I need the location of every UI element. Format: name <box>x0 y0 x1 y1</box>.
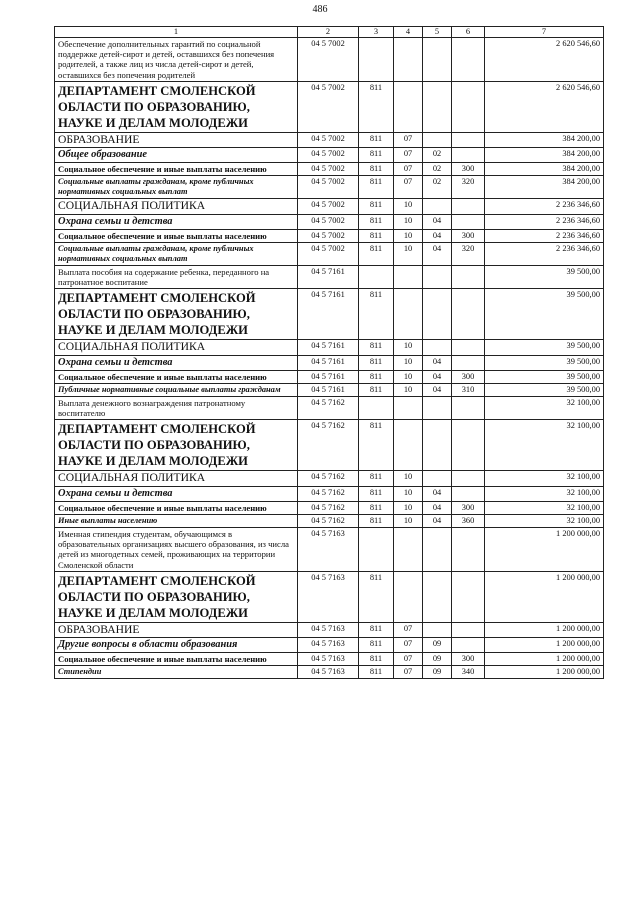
table-row <box>55 81 604 132</box>
subsection-code-cell: 04 <box>423 502 452 515</box>
subsection-code-cell: 02 <box>423 148 452 163</box>
department-code-cell <box>359 38 394 82</box>
amount-cell: 39 500,00 <box>485 266 604 289</box>
department-code-cell <box>359 266 394 289</box>
table-row <box>55 215 604 230</box>
table-row <box>55 471 604 487</box>
table-row <box>55 571 604 622</box>
header-cell: 6 <box>452 27 485 38</box>
section-code-cell <box>394 289 423 340</box>
expense-type-cell <box>452 199 485 215</box>
section-code-cell: 07 <box>394 666 423 679</box>
amount-cell: 32 100,00 <box>485 471 604 487</box>
section-code-cell: 10 <box>394 356 423 371</box>
target-code-cell: 04 5 7002 <box>298 215 359 230</box>
target-code-cell: 04 5 7002 <box>298 176 359 199</box>
target-code-cell: 04 5 7162 <box>298 502 359 515</box>
expense-type-cell: 300 <box>452 230 485 243</box>
table-row <box>55 289 604 340</box>
amount-cell: 1 200 000,00 <box>485 528 604 572</box>
row-name-cell: ДЕПАРТАМЕНТ СМОЛЕНСКОЙ ОБЛАСТИ ПО ОБРАЗОВАНИЮ, НАУКЕ И ДЕЛАМ МОЛОДЕЖИ <box>55 289 298 340</box>
department-code-cell: 811 <box>359 666 394 679</box>
section-code-cell: 07 <box>394 176 423 199</box>
subsection-code-cell: 04 <box>423 515 452 528</box>
row-name-cell: Охрана семьи и детства <box>55 487 298 502</box>
target-code-cell: 04 5 7161 <box>298 340 359 356</box>
section-code-cell <box>394 38 423 82</box>
expense-type-cell: 300 <box>452 163 485 176</box>
subsection-code-cell: 04 <box>423 230 452 243</box>
department-code-cell: 811 <box>359 132 394 148</box>
row-name-cell: Публичные нормативные социальные выплаты гражданам <box>55 384 298 397</box>
amount-cell: 39 500,00 <box>485 340 604 356</box>
department-code-cell: 811 <box>359 515 394 528</box>
target-code-cell: 04 5 7163 <box>298 653 359 666</box>
subsection-code-cell <box>423 38 452 82</box>
department-code-cell: 811 <box>359 371 394 384</box>
row-name-cell: Социальные выплаты гражданам, кроме публичных нормативных социальных выплат <box>55 243 298 266</box>
table-row <box>55 132 604 148</box>
amount-cell: 2 236 346,60 <box>485 215 604 230</box>
target-code-cell: 04 5 7163 <box>298 571 359 622</box>
expense-type-cell <box>452 622 485 638</box>
expense-type-cell <box>452 148 485 163</box>
row-name-cell: Социальное обеспечение и иные выплаты населению <box>55 502 298 515</box>
subsection-code-cell: 02 <box>423 176 452 199</box>
amount-cell: 2 236 346,60 <box>485 243 604 266</box>
amount-cell: 1 200 000,00 <box>485 638 604 653</box>
amount-cell: 1 200 000,00 <box>485 622 604 638</box>
section-code-cell: 10 <box>394 384 423 397</box>
row-name-cell: ОБРАЗОВАНИЕ <box>55 622 298 638</box>
expense-type-cell: 320 <box>452 176 485 199</box>
row-name-cell: ДЕПАРТАМЕНТ СМОЛЕНСКОЙ ОБЛАСТИ ПО ОБРАЗОВАНИЮ, НАУКЕ И ДЕЛАМ МОЛОДЕЖИ <box>55 420 298 471</box>
row-name-cell: Выплата денежного вознаграждения патронатному воспитателю <box>55 397 298 420</box>
table-row <box>55 38 604 82</box>
row-name-cell: Охрана семьи и детства <box>55 215 298 230</box>
section-code-cell <box>394 420 423 471</box>
expense-type-cell <box>452 487 485 502</box>
row-name-cell: Именная стипендия студентам, обучающимся в образовательных организациях высшего образования, из числа детей из многодетных семей, проживающих на территории Смоленской области <box>55 528 298 572</box>
expense-type-cell: 310 <box>452 384 485 397</box>
subsection-code-cell <box>423 289 452 340</box>
target-code-cell: 04 5 7002 <box>298 132 359 148</box>
table-row <box>55 622 604 638</box>
table-row <box>55 638 604 653</box>
section-code-cell <box>394 528 423 572</box>
amount-cell: 32 100,00 <box>485 515 604 528</box>
amount-cell: 2 620 546,60 <box>485 38 604 82</box>
amount-cell: 1 200 000,00 <box>485 666 604 679</box>
expense-type-cell: 300 <box>452 371 485 384</box>
row-name-cell: ДЕПАРТАМЕНТ СМОЛЕНСКОЙ ОБЛАСТИ ПО ОБРАЗОВАНИЮ, НАУКЕ И ДЕЛАМ МОЛОДЕЖИ <box>55 571 298 622</box>
subsection-code-cell: 09 <box>423 653 452 666</box>
amount-cell: 1 200 000,00 <box>485 653 604 666</box>
department-code-cell: 811 <box>359 384 394 397</box>
table-row <box>55 487 604 502</box>
table-row <box>55 371 604 384</box>
subsection-code-cell <box>423 132 452 148</box>
table-row <box>55 163 604 176</box>
subsection-code-cell: 04 <box>423 371 452 384</box>
amount-cell: 384 200,00 <box>485 132 604 148</box>
amount-cell: 2 620 546,60 <box>485 81 604 132</box>
department-code-cell: 811 <box>359 215 394 230</box>
amount-cell: 384 200,00 <box>485 176 604 199</box>
subsection-code-cell <box>423 81 452 132</box>
target-code-cell: 04 5 7002 <box>298 199 359 215</box>
amount-cell: 1 200 000,00 <box>485 571 604 622</box>
section-code-cell: 10 <box>394 371 423 384</box>
row-name-cell: Социальное обеспечение и иные выплаты населению <box>55 163 298 176</box>
department-code-cell: 811 <box>359 81 394 132</box>
department-code-cell: 811 <box>359 176 394 199</box>
target-code-cell: 04 5 7162 <box>298 471 359 487</box>
header-cell: 1 <box>55 27 298 38</box>
header-cell: 7 <box>485 27 604 38</box>
row-name-cell: Другие вопросы в области образования <box>55 638 298 653</box>
expense-type-cell <box>452 81 485 132</box>
amount-cell: 384 200,00 <box>485 163 604 176</box>
section-code-cell <box>394 571 423 622</box>
expense-type-cell <box>452 571 485 622</box>
table-row <box>55 148 604 163</box>
subsection-code-cell: 02 <box>423 163 452 176</box>
section-code-cell: 10 <box>394 515 423 528</box>
target-code-cell: 04 5 7161 <box>298 371 359 384</box>
expense-type-cell <box>452 638 485 653</box>
amount-cell: 39 500,00 <box>485 356 604 371</box>
row-name-cell: ОБРАЗОВАНИЕ <box>55 132 298 148</box>
header-cell: 2 <box>298 27 359 38</box>
expense-type-cell <box>452 528 485 572</box>
target-code-cell: 04 5 7002 <box>298 148 359 163</box>
department-code-cell: 811 <box>359 502 394 515</box>
row-name-cell: Социальное обеспечение и иные выплаты населению <box>55 371 298 384</box>
amount-cell: 39 500,00 <box>485 384 604 397</box>
target-code-cell: 04 5 7163 <box>298 666 359 679</box>
subsection-code-cell: 04 <box>423 356 452 371</box>
section-code-cell: 10 <box>394 230 423 243</box>
table-row <box>55 528 604 572</box>
table-row <box>55 502 604 515</box>
row-name-cell: ДЕПАРТАМЕНТ СМОЛЕНСКОЙ ОБЛАСТИ ПО ОБРАЗОВАНИЮ, НАУКЕ И ДЕЛАМ МОЛОДЕЖИ <box>55 81 298 132</box>
expense-type-cell: 320 <box>452 243 485 266</box>
section-code-cell <box>394 397 423 420</box>
target-code-cell: 04 5 7002 <box>298 81 359 132</box>
subsection-code-cell <box>423 528 452 572</box>
header-cell: 5 <box>423 27 452 38</box>
department-code-cell: 811 <box>359 148 394 163</box>
section-code-cell: 10 <box>394 199 423 215</box>
target-code-cell: 04 5 7161 <box>298 266 359 289</box>
section-code-cell: 07 <box>394 132 423 148</box>
section-code-cell: 07 <box>394 163 423 176</box>
table-row <box>55 515 604 528</box>
row-name-cell: Социальное обеспечение и иные выплаты населению <box>55 230 298 243</box>
expense-type-cell <box>452 397 485 420</box>
table-row <box>55 653 604 666</box>
amount-cell: 32 100,00 <box>485 420 604 471</box>
department-code-cell: 811 <box>359 571 394 622</box>
header-cell: 4 <box>394 27 423 38</box>
target-code-cell: 04 5 7161 <box>298 356 359 371</box>
table-row <box>55 266 604 289</box>
subsection-code-cell <box>423 571 452 622</box>
target-code-cell: 04 5 7163 <box>298 528 359 572</box>
department-code-cell: 811 <box>359 230 394 243</box>
target-code-cell: 04 5 7002 <box>298 163 359 176</box>
row-name-cell: Социальное обеспечение и иные выплаты населению <box>55 653 298 666</box>
department-code-cell: 811 <box>359 163 394 176</box>
subsection-code-cell: 04 <box>423 487 452 502</box>
row-name-cell: Общее образование <box>55 148 298 163</box>
section-code-cell: 07 <box>394 638 423 653</box>
section-code-cell: 07 <box>394 653 423 666</box>
subsection-code-cell <box>423 266 452 289</box>
department-code-cell: 811 <box>359 289 394 340</box>
table-row <box>55 397 604 420</box>
table-row <box>55 243 604 266</box>
expense-type-cell <box>452 266 485 289</box>
target-code-cell: 04 5 7002 <box>298 243 359 266</box>
department-code-cell: 811 <box>359 420 394 471</box>
section-code-cell: 10 <box>394 502 423 515</box>
target-code-cell: 04 5 7162 <box>298 515 359 528</box>
page-number: 486 <box>312 4 328 15</box>
department-code-cell: 811 <box>359 653 394 666</box>
department-code-cell <box>359 397 394 420</box>
target-code-cell: 04 5 7162 <box>298 420 359 471</box>
amount-cell: 39 500,00 <box>485 371 604 384</box>
target-code-cell: 04 5 7161 <box>298 384 359 397</box>
subsection-code-cell: 04 <box>423 243 452 266</box>
subsection-code-cell <box>423 199 452 215</box>
department-code-cell: 811 <box>359 622 394 638</box>
target-code-cell: 04 5 7162 <box>298 397 359 420</box>
subsection-code-cell <box>423 340 452 356</box>
row-name-cell: Охрана семьи и детства <box>55 356 298 371</box>
section-code-cell <box>394 81 423 132</box>
row-name-cell: Стипендии <box>55 666 298 679</box>
table-row <box>55 199 604 215</box>
row-name-cell: Иные выплаты населению <box>55 515 298 528</box>
row-name-cell: СОЦИАЛЬНАЯ ПОЛИТИКА <box>55 340 298 356</box>
section-code-cell: 10 <box>394 215 423 230</box>
department-code-cell: 811 <box>359 471 394 487</box>
expense-type-cell <box>452 132 485 148</box>
department-code-cell: 811 <box>359 356 394 371</box>
target-code-cell: 04 5 7002 <box>298 230 359 243</box>
expense-type-cell: 340 <box>452 666 485 679</box>
amount-cell: 2 236 346,60 <box>485 199 604 215</box>
row-name-cell: Выплата пособия на содержание ребенка, переданного на патронатное воспитание <box>55 266 298 289</box>
target-code-cell: 04 5 7161 <box>298 289 359 340</box>
amount-cell: 384 200,00 <box>485 148 604 163</box>
subsection-code-cell: 09 <box>423 638 452 653</box>
section-code-cell: 10 <box>394 487 423 502</box>
target-code-cell: 04 5 7162 <box>298 487 359 502</box>
section-code-cell: 07 <box>394 148 423 163</box>
budget-table <box>54 26 604 679</box>
amount-cell: 32 100,00 <box>485 502 604 515</box>
target-code-cell: 04 5 7163 <box>298 638 359 653</box>
subsection-code-cell: 04 <box>423 215 452 230</box>
department-code-cell: 811 <box>359 340 394 356</box>
table-row <box>55 420 604 471</box>
row-name-cell: СОЦИАЛЬНАЯ ПОЛИТИКА <box>55 471 298 487</box>
expense-type-cell: 300 <box>452 653 485 666</box>
table-row <box>55 356 604 371</box>
expense-type-cell <box>452 215 485 230</box>
section-code-cell: 10 <box>394 340 423 356</box>
expense-type-cell <box>452 38 485 82</box>
department-code-cell: 811 <box>359 487 394 502</box>
department-code-cell: 811 <box>359 199 394 215</box>
table-row <box>55 340 604 356</box>
expense-type-cell <box>452 420 485 471</box>
subsection-code-cell: 04 <box>423 384 452 397</box>
expense-type-cell: 300 <box>452 502 485 515</box>
subsection-code-cell <box>423 397 452 420</box>
amount-cell: 32 100,00 <box>485 397 604 420</box>
expense-type-cell <box>452 471 485 487</box>
expense-type-cell: 360 <box>452 515 485 528</box>
amount-cell: 32 100,00 <box>485 487 604 502</box>
target-code-cell: 04 5 7163 <box>298 622 359 638</box>
row-name-cell: Обеспечение дополнительных гарантий по социальной поддержке детей-сирот и детей, оставшихся без попечения родителей, а также лиц из числа детей-сирот и детей, оставшихся без попечения родителей <box>55 38 298 82</box>
subsection-code-cell <box>423 622 452 638</box>
department-code-cell: 811 <box>359 243 394 266</box>
section-code-cell <box>394 266 423 289</box>
section-code-cell: 10 <box>394 243 423 266</box>
subsection-code-cell: 09 <box>423 666 452 679</box>
expense-type-cell <box>452 289 485 340</box>
expense-type-cell <box>452 340 485 356</box>
expense-type-cell <box>452 356 485 371</box>
row-name-cell: Социальные выплаты гражданам, кроме публичных нормативных социальных выплат <box>55 176 298 199</box>
department-code-cell: 811 <box>359 638 394 653</box>
amount-cell: 2 236 346,60 <box>485 230 604 243</box>
subsection-code-cell <box>423 471 452 487</box>
target-code-cell: 04 5 7002 <box>298 38 359 82</box>
header-cell: 3 <box>359 27 394 38</box>
row-name-cell: СОЦИАЛЬНАЯ ПОЛИТИКА <box>55 199 298 215</box>
section-code-cell: 07 <box>394 622 423 638</box>
table-row <box>55 176 604 199</box>
subsection-code-cell <box>423 420 452 471</box>
table-row <box>55 384 604 397</box>
table-row <box>55 230 604 243</box>
amount-cell: 39 500,00 <box>485 289 604 340</box>
section-code-cell: 10 <box>394 471 423 487</box>
table-row <box>55 666 604 679</box>
department-code-cell <box>359 528 394 572</box>
header-row <box>55 27 604 38</box>
